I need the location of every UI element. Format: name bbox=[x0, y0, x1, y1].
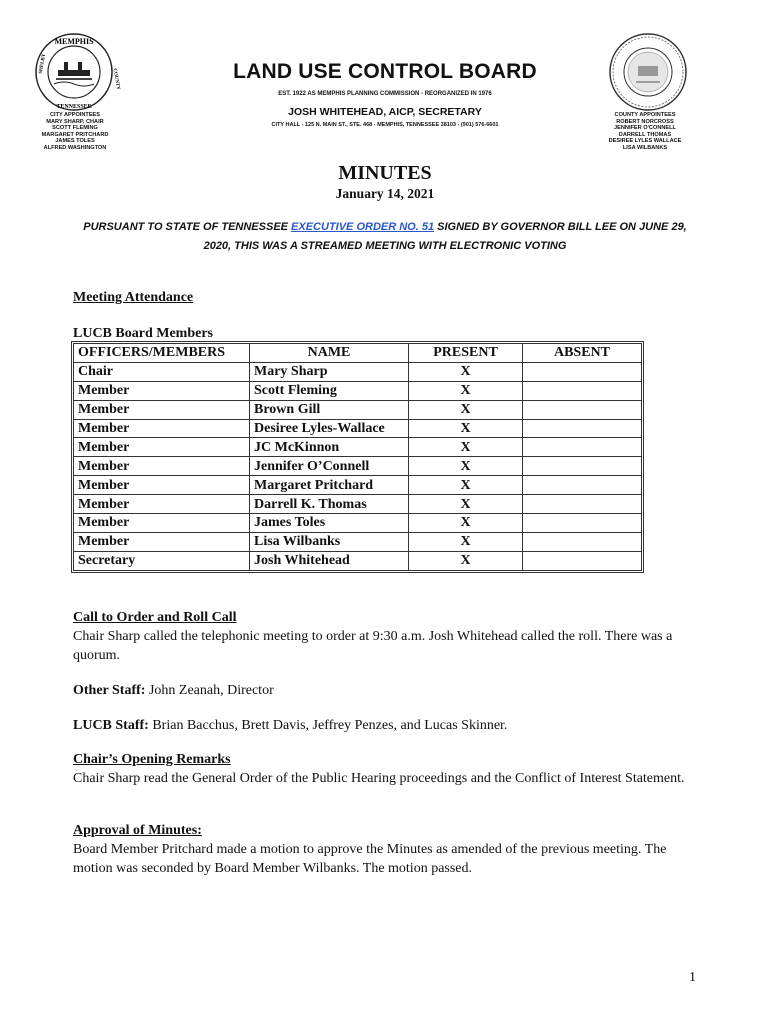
absent-cell bbox=[523, 438, 642, 457]
pursuant-text-end: SIGNED BY GOVERNOR BILL LEE ON JUNE 29, 2020, THIS WAS A STREAMED MEETING WITH ELECTRONIC VOTING bbox=[203, 221, 687, 252]
opening-remarks-heading: Chair’s Opening Remarks bbox=[73, 752, 231, 767]
absent-cell bbox=[523, 381, 642, 400]
name-cell: Josh Whitehead bbox=[250, 551, 409, 570]
column-header: NAME bbox=[250, 344, 409, 363]
absent-cell bbox=[523, 457, 642, 476]
table-row bbox=[74, 495, 642, 514]
absent-cell bbox=[523, 532, 642, 551]
board-title: LAND USE CONTROL BOARD bbox=[233, 60, 537, 83]
role-cell: Member bbox=[74, 476, 250, 495]
absent-cell bbox=[523, 495, 642, 514]
established-line: EST. 1922 AS MEMPHIS PLANNING COMMISSION - REORGANIZED IN 1976 bbox=[278, 91, 492, 97]
city-appointees bbox=[30, 112, 120, 152]
opening-remarks-text: Chair Sharp read the General Order of the Public Hearing proceedings and the Conflict of Interest Statement. bbox=[73, 771, 685, 786]
absent-cell bbox=[523, 551, 642, 570]
attendance-heading: Meeting Attendance bbox=[73, 290, 194, 305]
secretary-line: JOSH WHITEHEAD, AICP, SECRETARY bbox=[288, 106, 482, 118]
table-row bbox=[74, 362, 642, 381]
table-row bbox=[74, 457, 642, 476]
appointee-line: MARY SHARP, CHAIR bbox=[46, 118, 104, 125]
board-members-subheading: LUCB Board Members bbox=[73, 326, 213, 341]
pursuant-text-start: PURSUANT TO STATE OF TENNESSEE bbox=[83, 221, 292, 233]
absent-cell bbox=[523, 400, 642, 419]
executive-order-link[interactable]: EXECUTIVE ORDER NO. 51 bbox=[291, 221, 435, 233]
absent-cell bbox=[523, 476, 642, 495]
seal-text-left: SHELBY bbox=[38, 53, 48, 75]
role-cell: Member bbox=[74, 514, 250, 533]
name-cell: JC McKinnon bbox=[250, 438, 409, 457]
attendance-table bbox=[73, 343, 642, 571]
absent-cell bbox=[523, 362, 642, 381]
name-cell: Margaret Pritchard bbox=[250, 476, 409, 495]
present-cell: X bbox=[409, 381, 523, 400]
table-header-row bbox=[74, 344, 642, 363]
role-cell: Secretary bbox=[74, 551, 250, 570]
page-number: 1 bbox=[689, 970, 696, 985]
approval-text: Board Member Pritchard made a motion to approve the Minutes as amended of the previous meeting. The motion was seconded by Board Member Wilbanks. The motion passed. bbox=[73, 842, 667, 876]
absent-cell bbox=[523, 514, 642, 533]
appointee-line: COUNTY APPOINTEES bbox=[614, 112, 676, 118]
column-header: PRESENT bbox=[409, 344, 523, 363]
column-header: OFFICERS/MEMBERS bbox=[74, 344, 250, 363]
name-cell: James Toles bbox=[250, 514, 409, 533]
name-cell: Darrell K. Thomas bbox=[250, 495, 409, 514]
name-cell: Brown Gill bbox=[250, 400, 409, 419]
call-to-order-heading: Call to Order and Roll Call bbox=[73, 610, 237, 625]
present-cell: X bbox=[409, 551, 523, 570]
role-cell: Member bbox=[74, 438, 250, 457]
table-row bbox=[74, 400, 642, 419]
role-cell: Member bbox=[74, 419, 250, 438]
name-cell: Lisa Wilbanks bbox=[250, 532, 409, 551]
table-row bbox=[74, 514, 642, 533]
name-cell: Jennifer O’Connell bbox=[250, 457, 409, 476]
present-cell: X bbox=[409, 476, 523, 495]
address-line: CITY HALL - 125 N. MAIN ST., STE. 468 - MEMPHIS, TENNESSEE 38103 - (901) 576-6601 bbox=[271, 122, 499, 128]
role-cell: Member bbox=[74, 457, 250, 476]
present-cell: X bbox=[409, 514, 523, 533]
role-cell: Member bbox=[74, 381, 250, 400]
table-row bbox=[74, 438, 642, 457]
present-cell: X bbox=[409, 419, 523, 438]
appointee-line: ROBERT NORCROSS bbox=[616, 118, 674, 125]
present-cell: X bbox=[409, 495, 523, 514]
seal-text-top: MEMPHIS bbox=[54, 37, 94, 46]
present-cell: X bbox=[409, 438, 523, 457]
appointee-line: CITY APPOINTEES bbox=[49, 112, 101, 118]
column-header: ABSENT bbox=[523, 344, 642, 363]
call-to-order-text: Chair Sharp called the telephonic meeting to order at 9:30 a.m. Josh Whitehead called the roll. There was a quorum. bbox=[73, 629, 673, 663]
present-cell: X bbox=[409, 362, 523, 381]
present-cell: X bbox=[409, 457, 523, 476]
lucb-staff-text: Brian Bacchus, Brett Davis, Jeffrey Penzes, and Lucas Skinner. bbox=[148, 718, 508, 733]
minutes-title: MINUTES bbox=[338, 162, 432, 184]
lucb-staff-label: LUCB Staff: bbox=[73, 718, 149, 733]
approval-heading: Approval of Minutes: bbox=[73, 823, 202, 838]
appointee-line: MARGARET PRITCHARD bbox=[41, 131, 109, 138]
role-cell: Member bbox=[74, 532, 250, 551]
meeting-date: January 14, 2021 bbox=[335, 186, 435, 201]
other-staff-label: Other Staff: bbox=[73, 683, 146, 698]
table-row bbox=[74, 532, 642, 551]
appointee-line: JAMES TOLES bbox=[55, 138, 95, 145]
appointee-line: ALFRED WASHINGTON bbox=[43, 144, 107, 151]
role-cell: Chair bbox=[74, 362, 250, 381]
other-staff-line bbox=[73, 681, 693, 700]
table-row bbox=[74, 381, 642, 400]
other-staff-text: John Zeanah, Director bbox=[145, 683, 274, 698]
appointee-line: DESIREE LYLES WALLACE bbox=[608, 138, 682, 145]
role-cell: Member bbox=[74, 495, 250, 514]
name-cell: Desiree Lyles-Wallace bbox=[250, 419, 409, 438]
name-cell: Mary Sharp bbox=[250, 362, 409, 381]
county-appointees bbox=[600, 112, 690, 152]
table-row bbox=[74, 419, 642, 438]
table-row bbox=[74, 476, 642, 495]
appointee-line: LISA WILBANKS bbox=[622, 144, 668, 151]
present-cell: X bbox=[409, 400, 523, 419]
appointee-line: SCOTT FLEMING bbox=[52, 125, 98, 132]
appointee-line: JENNIFER O'CONNELL bbox=[614, 125, 676, 132]
present-cell: X bbox=[409, 532, 523, 551]
seal-text-bottom: TENNESSEE bbox=[56, 104, 92, 110]
seal-text-right: COUNTY bbox=[111, 68, 121, 91]
role-cell: Member bbox=[74, 400, 250, 419]
name-cell: Scott Fleming bbox=[250, 381, 409, 400]
pursuant-notice bbox=[70, 218, 700, 256]
table-row bbox=[74, 551, 642, 570]
appointee-line: DARRELL THOMAS bbox=[618, 131, 672, 138]
absent-cell bbox=[523, 419, 642, 438]
lucb-staff-line bbox=[73, 716, 693, 735]
